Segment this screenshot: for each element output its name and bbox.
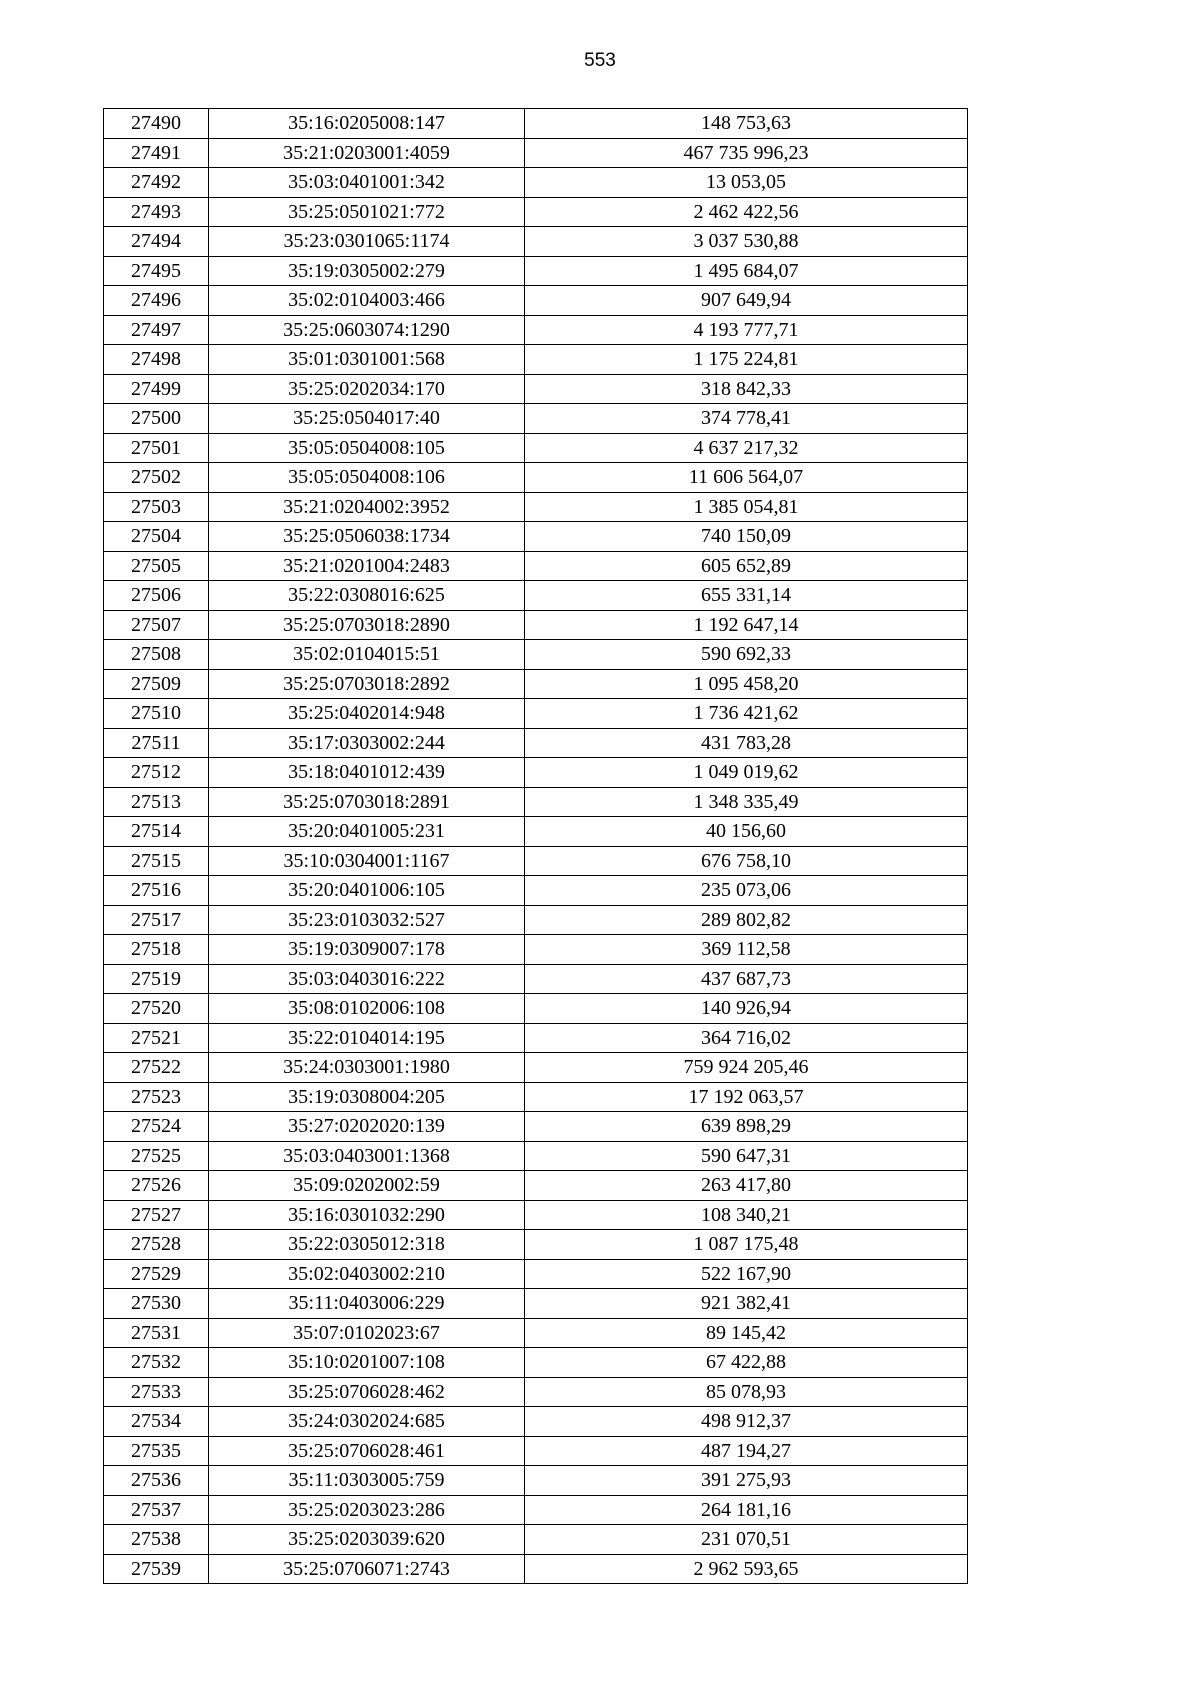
cadastral-value-cell: 140 926,94 [525,994,968,1024]
table-row [104,1348,968,1378]
row-number-cell: 27515 [104,846,209,876]
table-row [104,640,968,670]
cadastral-value-cell: 676 758,10 [525,846,968,876]
cadastral-value-cell: 67 422,88 [525,1348,968,1378]
row-number-cell: 27521 [104,1023,209,1053]
cadastral-value-cell: 13 053,05 [525,168,968,198]
table-row [104,1289,968,1319]
table-row [104,1053,968,1083]
cadastral-value-cell: 605 652,89 [525,551,968,581]
row-number-cell: 27530 [104,1289,209,1319]
table-row [104,551,968,581]
table-row [104,522,968,552]
row-number-cell: 27523 [104,1082,209,1112]
cadastral-value-cell: 907 649,94 [525,286,968,316]
row-number-cell: 27509 [104,669,209,699]
cadastral-number-cell: 35:02:0104003:466 [209,286,525,316]
table-row [104,109,968,139]
cadastral-value-cell: 1 049 019,62 [525,758,968,788]
row-number-cell: 27505 [104,551,209,581]
cadastral-number-cell: 35:25:0706028:461 [209,1436,525,1466]
table-row [104,905,968,935]
row-number-cell: 27536 [104,1466,209,1496]
cadastral-value-cell: 11 606 564,07 [525,463,968,493]
row-number-cell: 27531 [104,1318,209,1348]
cadastral-value-cell: 498 912,37 [525,1407,968,1437]
row-number-cell: 27497 [104,315,209,345]
cadastral-number-cell: 35:16:0205008:147 [209,109,525,139]
row-number-cell: 27499 [104,374,209,404]
cadastral-value-cell: 1 192 647,14 [525,610,968,640]
row-number-cell: 27495 [104,256,209,286]
cadastral-value-cell: 740 150,09 [525,522,968,552]
row-number-cell: 27500 [104,404,209,434]
cadastral-number-cell: 35:25:0501021:772 [209,197,525,227]
cadastral-value-cell: 231 070,51 [525,1525,968,1555]
row-number-cell: 27539 [104,1554,209,1584]
row-number-cell: 27538 [104,1525,209,1555]
row-number-cell: 27516 [104,876,209,906]
cadastral-value-cell: 4 637 217,32 [525,433,968,463]
row-number-cell: 27503 [104,492,209,522]
table-row [104,935,968,965]
cadastral-value-cell: 1 736 421,62 [525,699,968,729]
row-number-cell: 27510 [104,699,209,729]
table-row [104,463,968,493]
table-row [104,286,968,316]
cadastral-number-cell: 35:24:0302024:685 [209,1407,525,1437]
cadastral-value-cell: 148 753,63 [525,109,968,139]
cadastral-value-cell: 85 078,93 [525,1377,968,1407]
row-number-cell: 27506 [104,581,209,611]
cadastral-number-cell: 35:22:0104014:195 [209,1023,525,1053]
table-row [104,994,968,1024]
cadastral-number-cell: 35:08:0102006:108 [209,994,525,1024]
cadastral-number-cell: 35:11:0403006:229 [209,1289,525,1319]
cadastral-number-cell: 35:05:0504008:105 [209,433,525,463]
row-number-cell: 27512 [104,758,209,788]
cadastral-number-cell: 35:20:0401005:231 [209,817,525,847]
cadastral-number-cell: 35:05:0504008:106 [209,463,525,493]
row-number-cell: 27508 [104,640,209,670]
cadastral-value-cell: 108 340,21 [525,1200,968,1230]
row-number-cell: 27526 [104,1171,209,1201]
cadastral-value-cell: 1 087 175,48 [525,1230,968,1260]
table-row [104,1141,968,1171]
cadastral-number-cell: 35:10:0201007:108 [209,1348,525,1378]
row-number-cell: 27519 [104,964,209,994]
table-row [104,1495,968,1525]
cadastral-number-cell: 35:25:0203023:286 [209,1495,525,1525]
page-number: 553 [584,50,616,71]
cadastral-number-cell: 35:11:0303005:759 [209,1466,525,1496]
cadastral-value-cell: 17 192 063,57 [525,1082,968,1112]
row-number-cell: 27520 [104,994,209,1024]
table-row [104,817,968,847]
row-number-cell: 27529 [104,1259,209,1289]
cadastral-number-cell: 35:17:0303002:244 [209,728,525,758]
cadastral-number-cell: 35:25:0202034:170 [209,374,525,404]
table-row [104,699,968,729]
table-row [104,433,968,463]
cadastral-number-cell: 35:02:0104015:51 [209,640,525,670]
row-number-cell: 27502 [104,463,209,493]
cadastral-number-cell: 35:25:0504017:40 [209,404,525,434]
cadastral-value-cell: 1 495 684,07 [525,256,968,286]
table-row [104,197,968,227]
cadastral-value-cell: 655 331,14 [525,581,968,611]
cadastral-number-cell: 35:25:0603074:1290 [209,315,525,345]
table-row [104,1200,968,1230]
row-number-cell: 27535 [104,1436,209,1466]
cadastral-number-cell: 35:03:0401001:342 [209,168,525,198]
cadastral-number-cell: 35:21:0204002:3952 [209,492,525,522]
table-row [104,669,968,699]
table-row [104,138,968,168]
cadastral-value-cell: 235 073,06 [525,876,968,906]
cadastral-number-cell: 35:25:0402014:948 [209,699,525,729]
table-row [104,1466,968,1496]
cadastral-value-cell: 590 692,33 [525,640,968,670]
table-row [104,1377,968,1407]
cadastral-number-cell: 35:25:0706028:462 [209,1377,525,1407]
table-row [104,610,968,640]
cadastral-number-cell: 35:25:0506038:1734 [209,522,525,552]
table-row [104,1112,968,1142]
cadastral-number-cell: 35:25:0203039:620 [209,1525,525,1555]
row-number-cell: 27504 [104,522,209,552]
table-row [104,787,968,817]
table-row [104,492,968,522]
table-row [104,1082,968,1112]
table-row [104,1318,968,1348]
cadastral-value-cell: 1 095 458,20 [525,669,968,699]
table-row [104,168,968,198]
cadastral-number-cell: 35:19:0309007:178 [209,935,525,965]
table-row [104,1230,968,1260]
cadastral-value-cell: 590 647,31 [525,1141,968,1171]
cadastral-number-cell: 35:23:0301065:1174 [209,227,525,257]
cadastral-value-cell: 759 924 205,46 [525,1053,968,1083]
cadastral-value-cell: 263 417,80 [525,1171,968,1201]
cadastral-value-cell: 437 687,73 [525,964,968,994]
cadastral-value-cell: 1 385 054,81 [525,492,968,522]
cadastral-value-cell: 487 194,27 [525,1436,968,1466]
cadastral-number-cell: 35:19:0308004:205 [209,1082,525,1112]
cadastral-value-cell: 639 898,29 [525,1112,968,1142]
cadastral-value-cell: 2 462 422,56 [525,197,968,227]
table-row [104,581,968,611]
row-number-cell: 27518 [104,935,209,965]
row-number-cell: 27514 [104,817,209,847]
cadastral-number-cell: 35:22:0308016:625 [209,581,525,611]
row-number-cell: 27490 [104,109,209,139]
row-number-cell: 27498 [104,345,209,375]
table-row [104,1525,968,1555]
cadastral-value-cell: 289 802,82 [525,905,968,935]
table-row [104,227,968,257]
row-number-cell: 27494 [104,227,209,257]
row-number-cell: 27513 [104,787,209,817]
table-row [104,964,968,994]
cadastral-value-cell: 431 783,28 [525,728,968,758]
table-row [104,404,968,434]
cadastral-number-cell: 35:09:0202002:59 [209,1171,525,1201]
row-number-cell: 27524 [104,1112,209,1142]
row-number-cell: 27501 [104,433,209,463]
cadastral-value-cell: 467 735 996,23 [525,138,968,168]
cadastral-value-table [103,108,968,1584]
cadastral-value-cell: 4 193 777,71 [525,315,968,345]
row-number-cell: 27493 [104,197,209,227]
cadastral-number-cell: 35:27:0202020:139 [209,1112,525,1142]
table-row [104,728,968,758]
cadastral-number-cell: 35:25:0703018:2890 [209,610,525,640]
cadastral-number-cell: 35:25:0703018:2892 [209,669,525,699]
cadastral-value-cell: 89 145,42 [525,1318,968,1348]
cadastral-value-cell: 318 842,33 [525,374,968,404]
cadastral-number-cell: 35:18:0401012:439 [209,758,525,788]
table-row [104,846,968,876]
cadastral-number-cell: 35:03:0403016:222 [209,964,525,994]
row-number-cell: 27491 [104,138,209,168]
row-number-cell: 27527 [104,1200,209,1230]
cadastral-value-cell: 921 382,41 [525,1289,968,1319]
cadastral-number-cell: 35:01:0301001:568 [209,345,525,375]
cadastral-number-cell: 35:22:0305012:318 [209,1230,525,1260]
cadastral-value-cell: 364 716,02 [525,1023,968,1053]
row-number-cell: 27533 [104,1377,209,1407]
table-row [104,345,968,375]
cadastral-number-cell: 35:07:0102023:67 [209,1318,525,1348]
cadastral-number-cell: 35:24:0303001:1980 [209,1053,525,1083]
table-row [104,1171,968,1201]
cadastral-value-cell: 391 275,93 [525,1466,968,1496]
cadastral-number-cell: 35:21:0203001:4059 [209,138,525,168]
cadastral-number-cell: 35:25:0703018:2891 [209,787,525,817]
row-number-cell: 27511 [104,728,209,758]
cadastral-number-cell: 35:20:0401006:105 [209,876,525,906]
table-row [104,876,968,906]
table-row [104,374,968,404]
cadastral-number-cell: 35:19:0305002:279 [209,256,525,286]
cadastral-value-cell: 374 778,41 [525,404,968,434]
cadastral-value-cell: 2 962 593,65 [525,1554,968,1584]
row-number-cell: 27532 [104,1348,209,1378]
table-row [104,758,968,788]
cadastral-value-cell: 3 037 530,88 [525,227,968,257]
cadastral-number-cell: 35:16:0301032:290 [209,1200,525,1230]
row-number-cell: 27528 [104,1230,209,1260]
table-row [104,1407,968,1437]
cadastral-value-cell: 264 181,16 [525,1495,968,1525]
cadastral-value-cell: 1 348 335,49 [525,787,968,817]
table-row [104,1436,968,1466]
cadastral-value-cell: 522 167,90 [525,1259,968,1289]
row-number-cell: 27496 [104,286,209,316]
cadastral-number-cell: 35:21:0201004:2483 [209,551,525,581]
table-row [104,1023,968,1053]
table-row [104,256,968,286]
row-number-cell: 27522 [104,1053,209,1083]
cadastral-number-cell: 35:03:0403001:1368 [209,1141,525,1171]
row-number-cell: 27507 [104,610,209,640]
cadastral-value-cell: 1 175 224,81 [525,345,968,375]
row-number-cell: 27492 [104,168,209,198]
table-row [104,1554,968,1584]
table-row [104,1259,968,1289]
cadastral-value-cell: 369 112,58 [525,935,968,965]
cadastral-number-cell: 35:25:0706071:2743 [209,1554,525,1584]
row-number-cell: 27537 [104,1495,209,1525]
row-number-cell: 27525 [104,1141,209,1171]
row-number-cell: 27534 [104,1407,209,1437]
table-row [104,315,968,345]
cadastral-value-cell: 40 156,60 [525,817,968,847]
table-body [104,109,968,1584]
cadastral-number-cell: 35:02:0403002:210 [209,1259,525,1289]
row-number-cell: 27517 [104,905,209,935]
cadastral-number-cell: 35:23:0103032:527 [209,905,525,935]
cadastral-number-cell: 35:10:0304001:1167 [209,846,525,876]
